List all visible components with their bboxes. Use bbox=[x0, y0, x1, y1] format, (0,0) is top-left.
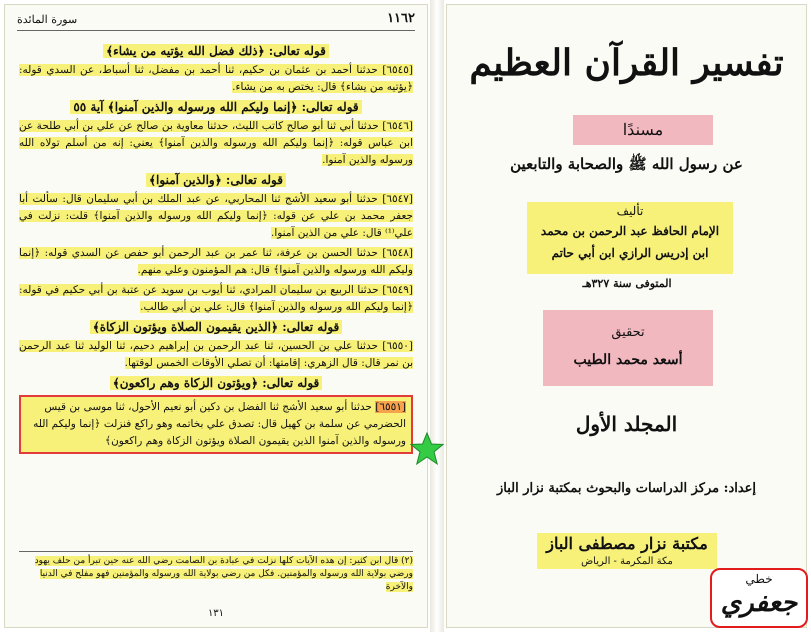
verse-heading bbox=[19, 172, 413, 188]
narration-paragraph bbox=[19, 118, 413, 169]
tahqiq-name: أسعد محمد الطيب bbox=[573, 352, 683, 368]
narration-text: [٦٥٤٩] حدثنا الربيع بن سليمان المرادي، ثنا أيوب بن سويد عن عتبة بن أبي حكيم في قوله: ﴿إنما وليكم الله ورسوله والذين آمنوا﴾ قال: علي بن أبي طالب. bbox=[19, 284, 413, 313]
verse-heading-text: قوله تعالى: ﴿إنما وليكم الله ورسوله والذين آمنوا﴾ آية ٥٥ bbox=[70, 100, 361, 114]
footnote bbox=[19, 551, 413, 594]
death-date: المتوفى سنة ٣٢٧هـ bbox=[582, 277, 672, 290]
right-page bbox=[446, 4, 807, 628]
page-header bbox=[17, 11, 415, 31]
narration-text: [٦٥٤٥] حدثنا أحمد بن عثمان بن حكيم، ثنا أحمد بن مفضل، ثنا أسباط، عن السدي قوله: ﴿يؤتيه من يشاء﴾ قال: يختص به من يشاء. bbox=[19, 64, 413, 93]
prepared-by: إعداد: مركز الدراسات والبحوث بمكتبة نزار الباز bbox=[496, 481, 757, 496]
signature-stamp bbox=[710, 568, 808, 628]
page-number: ١١٦٢ bbox=[387, 11, 415, 26]
highlighted-narration-text: حدثنا أبو سعيد الأشج ثنا الفضل بن دكين أبو نعيم الأحول، ثنا موسى بن قيس الحضرمي عن سلمة بن كهيل قال: تصدق علي بخاتمه وهو راكع فنزلت ﴿إنما وليكم الله ورسوله والذين آمنوا الذين يقيمون الصلاة ويؤتون الزكاة وهم راكعون﴾ bbox=[33, 401, 406, 447]
footnote-text: (٢) قال ابن كثير: إن هذه الآيات كلها نزلت في عبادة بن الصامت رضي الله عنه حين تبرأ من حلف يهود ورضي بولاية الله ورسوله والمؤمنين. فكل من رضي بولاية الله ورسوله والمؤمنين فهو مفلح في الدنيا والآخرة bbox=[34, 556, 413, 592]
verse-heading bbox=[19, 375, 413, 391]
verse-heading-text: قوله تعالى: ﴿والذين آمنوا﴾ bbox=[146, 173, 286, 187]
musnad-label: مسندًا bbox=[573, 115, 713, 145]
narration-number: [٦٥٥١] bbox=[375, 401, 406, 413]
publisher-name: مكتبة نزار مصطفى الباز bbox=[537, 533, 717, 555]
footer-page-number: ١٣١ bbox=[207, 608, 225, 619]
narration-text: [٦٥٤٨] حدثنا الحسن بن عرفة، ثنا عمر بن عبد الرحمن أبو حفص عن السدي قوله: ﴿إنما وليكم الله ورسوله والذين آمنوا﴾ قال: هم المؤمنون وعلي منهم. bbox=[19, 247, 413, 276]
verse-heading-text: قوله تعالى: ﴿ذلك فضل الله يؤتيه من يشاء﴾ bbox=[103, 44, 329, 58]
book-title: تفسير القرآن العظيم bbox=[469, 42, 784, 84]
publisher bbox=[537, 533, 717, 569]
narration-paragraph bbox=[19, 282, 413, 316]
tahqiq-box bbox=[543, 310, 713, 386]
surah-name: سورة المائدة bbox=[17, 13, 78, 26]
verse-heading bbox=[19, 43, 413, 59]
narration-paragraph bbox=[19, 191, 413, 242]
verse-heading-text: قوله تعالى: ﴿ويؤتون الزكاة وهم راكعون﴾ bbox=[110, 376, 323, 390]
narration-paragraph bbox=[19, 62, 413, 96]
author-label: تأليف bbox=[616, 204, 644, 218]
signature-small: خطي bbox=[745, 572, 773, 586]
narration-text: [٦٥٤٧] حدثنا أبو سعيد الأشج ثنا المحاربي، عن عبد الملك بن أبي سليمان قال: سألت أبا جعفر محمد بن علي عن قوله: ﴿إنما وليكم الله ورسوله والذين آمنوا﴾ قلت: نزلت في علي⁽¹⁾ قال: علي من الذين آمنوا. bbox=[19, 193, 413, 239]
left-page bbox=[4, 4, 428, 628]
narration-text: [٦٥٤٦] حدثنا أبي ثنا أبو صالح كاتب الليث، حدثنا معاوية بن صالح عن علي بن أبي طلحة عن ابن عباس قوله: ﴿إنما وليكم الله ورسوله والذين آمنوا﴾ يعني: إنه من أسلم تولاه الله ورسوله والذين آمنوا. bbox=[19, 120, 413, 166]
tafsir-text bbox=[19, 41, 413, 454]
verse-heading bbox=[19, 99, 413, 115]
narration-paragraph bbox=[19, 245, 413, 279]
author-line-1: الإمام الحافظ عبد الرحمن بن محمد bbox=[540, 224, 720, 238]
book-spine bbox=[430, 0, 444, 632]
author-box bbox=[527, 202, 733, 274]
highlighted-narration-box bbox=[19, 395, 413, 454]
verse-heading-text: قوله تعالى: ﴿الذين يقيمون الصلاة ويؤتون الزكاة﴾ bbox=[90, 320, 343, 334]
signature-big: جعفري bbox=[720, 588, 798, 618]
author-line-2: ابن إدريس الرازي ابن أبي حاتم bbox=[551, 246, 709, 260]
an-rasul-line: عن رسول الله ﷺ والصحابة والتابعين bbox=[510, 155, 743, 173]
star-icon bbox=[410, 432, 444, 466]
narration-paragraph bbox=[19, 338, 413, 372]
volume-title: المجلد الأول bbox=[575, 412, 678, 436]
tahqiq-label: تحقيق bbox=[611, 325, 645, 340]
narration-text: [٦٥٥٠] حدثنا علي بن الحسين، ثنا عبد الرحمن بن إبراهيم دحيم، ثنا الوليد ثنا عبد الرحمن بن نمر قال: قال الزهري: إقامتها: أن تصلي الأوقات الخمس لوقتها. bbox=[19, 340, 413, 369]
verse-heading bbox=[19, 319, 413, 335]
publisher-city: مكة المكرمة - الرياض bbox=[537, 555, 717, 569]
